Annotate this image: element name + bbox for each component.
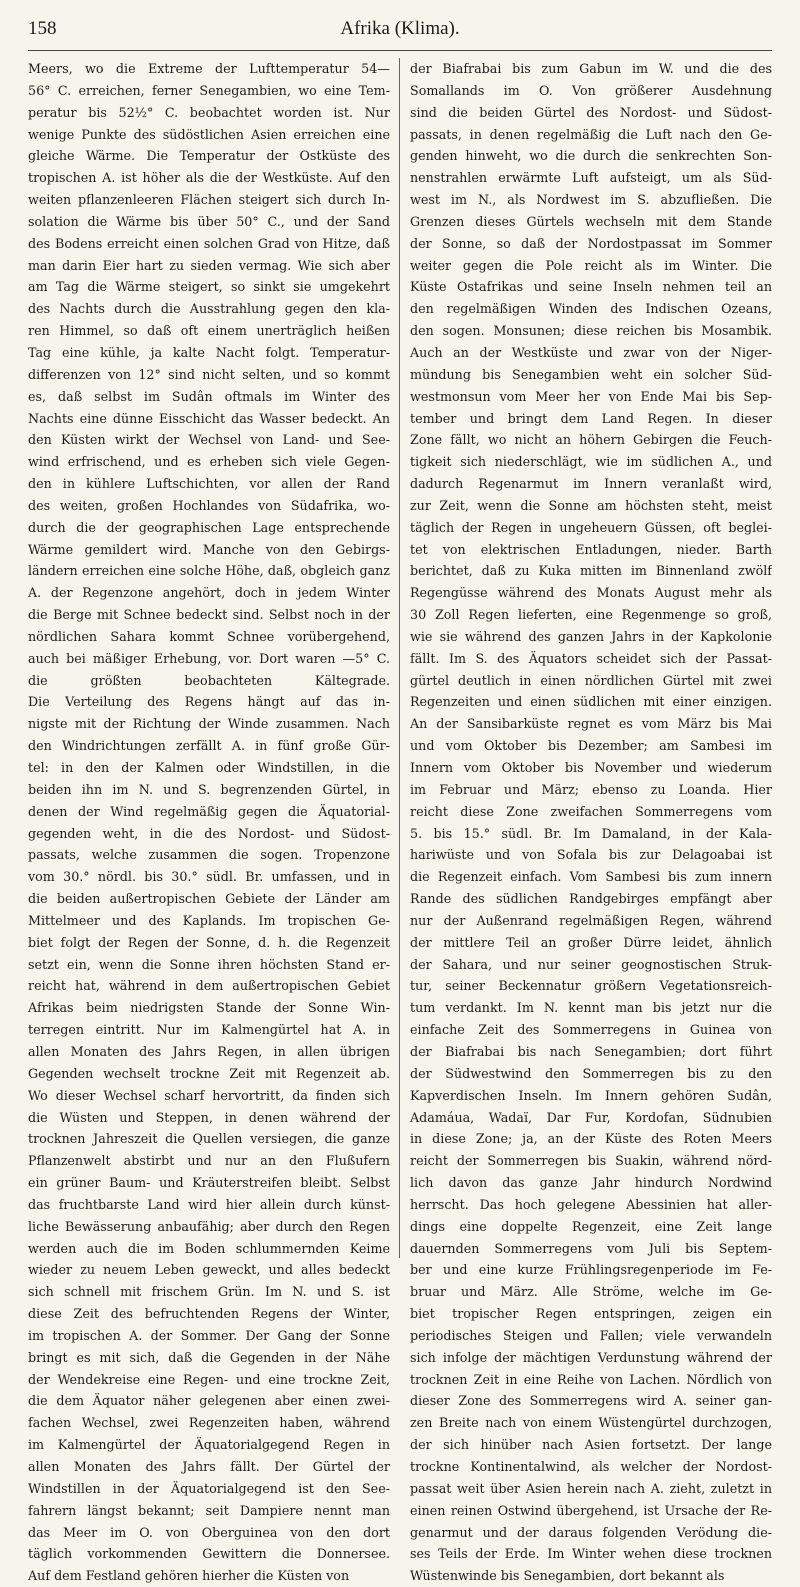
text-line: der Südwestwind den Sommerregen bis zu den — [410, 1065, 772, 1081]
text-line: es, daß selbst im Sudân oftmals im Winter des — [28, 388, 390, 404]
text-line: biet folgt der Regen der Sonne, d. h. die Regenzeit — [28, 934, 390, 950]
text-line: am Tag die Wärme steigert, so sinkt sie umgekehrt — [28, 279, 390, 295]
left-column — [28, 58, 390, 1587]
text-line: 30 Zoll Regen lieferten, eine Regenmenge so groß, — [410, 607, 772, 623]
text-line: liche Bewässerung anbaufähig; aber durch den Regen — [28, 1218, 390, 1234]
text-line: Afrikas beim niedrigsten Stande der Sonne Win- — [28, 1000, 390, 1016]
text-line: Tag eine kühle, ja kalte Nacht folgt. Temperatur- — [28, 344, 390, 360]
text-line: Pflanzenwelt abstirbt und nur an den Flußufern — [28, 1153, 390, 1169]
text-line: vom 30.° nördl. bis 30.° südl. Br. umfassen, und in — [28, 869, 390, 885]
text-line: ber und eine kurze Frühlingsregenperiode im Fe- — [410, 1262, 772, 1278]
text-line: den regelmäßigen Winden des Indischen Ozeans, — [410, 301, 772, 317]
text-line: ses Teils der Erde. Im Winter wehen diese trocknen — [410, 1546, 772, 1562]
text-line: nur der Außenrand regelmäßigen Regen, während — [410, 912, 772, 928]
column-divider — [399, 58, 400, 1258]
text-line: biet tropischer Regen entspringen, zeigen ein — [410, 1306, 772, 1322]
text-line: zen Breite nach von einem Wüstengürtel durchzogen, — [410, 1415, 772, 1431]
text-line: 56° C. erreichen, ferner Senegambien, wo eine Tem- — [28, 82, 390, 98]
text-line: die Wüsten und Steppen, in denen während der — [28, 1109, 390, 1125]
text-line: wie sie während des ganzen Jahrs in der Kapkolonie — [410, 628, 772, 644]
text-line: tet von elektrischen Entladungen, nieder. Barth — [410, 541, 772, 557]
text-line: dadurch Regenarmut im Innern veranlaßt wird, — [410, 476, 772, 492]
text-line: der Biafrabai bis zum Gabun im W. und die des — [410, 61, 772, 76]
text-line: lich davon das ganze Jahr hindurch Nordwind — [410, 1175, 772, 1191]
text-line: wieder zu neuem Leben geweckt, und alles bedeckt — [28, 1262, 390, 1278]
text-line: sich infolge der mächtigen Verdunstung während der — [410, 1349, 772, 1365]
text-line: allen Monaten des Jahrs Regen, in allen übrigen — [28, 1043, 390, 1059]
text-line: wenige Punkte des südöstlichen Asien erreichen eine — [28, 126, 390, 142]
page-number: 158 — [28, 18, 57, 39]
text-line: dauernden Sommerregens vom Juli bis Septem- — [410, 1240, 772, 1256]
text-line: beiden ihn im N. und S. begrenzenden Gürtel, in — [28, 781, 390, 797]
text-line: Grenzen dieses Gürtels wechseln mit dem Stande — [410, 213, 772, 229]
text-line: genden hinweht, wo die durch die senkrechten Son- — [410, 148, 772, 164]
text-line: Die Verteilung des Regens hängt auf das in- — [28, 694, 390, 710]
text-line: tur, seiner Beckennatur größern Vegetationsreich- — [410, 978, 772, 994]
text-line: Auf dem Festland gehören hierher die Küsten von — [28, 1568, 350, 1584]
text-line: der Sahara, und nur seiner geognostischen Struk- — [410, 956, 772, 972]
text-line: sind die beiden Gürtel des Nordost- und Südost- — [410, 104, 772, 120]
text-line: den Küsten wirkt der Wechsel von Land- und See- — [28, 432, 390, 448]
text-line: tember und bringt dem Land Regen. In dieser — [410, 410, 772, 426]
text-line: trocknen Zeit in eine Reihe von Lachen. Nördlich von — [410, 1371, 772, 1387]
text-line: nigste mit der Richtung der Winde zusammen. Nach — [28, 716, 390, 732]
text-line: fachen Wechsel, zwei Regenzeiten haben, während — [28, 1415, 390, 1431]
text-line: Nachts eine dünne Eisschicht das Wasser bedeckt. An — [28, 410, 390, 426]
text-line: passats, in denen regelmäßig die Luft nach den Ge- — [410, 126, 772, 142]
text-line: der mittlere Teil an großer Dürre leidet, ähnlich — [410, 934, 772, 950]
text-line: ein grüner Baum- und Kräuterstreifen bleibt. Selbst — [28, 1175, 390, 1191]
text-line: Adamáua, Wadaï, Dar Fur, Kordofan, Südnubien — [410, 1109, 772, 1125]
text-line: Somallands im O. Von größerer Ausdehnung — [410, 82, 772, 98]
text-line: der Biafrabai bis nach Senegambien; dort führt — [410, 1043, 772, 1059]
text-line: im Februar und März; ebenso zu Loanda. Hier — [410, 781, 772, 797]
text-line: setzt ein, wenn die Sonne ihren höchsten Stand er- — [28, 956, 390, 972]
text-line: auch bei mäßiger Erhebung, vor. Dort waren —5° C. — [28, 650, 390, 666]
text-line: des weiten, großen Hochlandes von Südafrika, wo- — [28, 497, 390, 513]
right-column — [410, 58, 772, 1587]
text-line: Küste Ostafrikas und seine Inseln nehmen teil an — [410, 279, 772, 295]
text-line: westmonsun vom Meer her von Ende Mai bis Sep- — [410, 388, 772, 404]
text-line: trockne Kontinentalwind, als welcher der Nordost- — [410, 1459, 772, 1474]
text-line: gegenden weht, in die des Nordost- und Südost- — [28, 825, 390, 841]
text-line: Auch an der Westküste und zwar von der Niger- — [410, 344, 772, 360]
text-line: im Kalmengürtel der Äquatorialgegend Regen in — [28, 1437, 390, 1453]
text-line: man darin Eier hart zu sieden vermag. Wie sich aber — [28, 257, 390, 273]
text-line: A. der Regenzone angehört, doch in jedem Winter — [28, 585, 390, 601]
text-line: die Regenzeit einfach. Vom Sambesi bis zum innern — [410, 869, 772, 885]
text-line: An der Sansibarküste regnet es vom März bis Mai — [410, 716, 772, 732]
text-line: weiter gegen die Pole reicht als im Winter. Die — [410, 257, 772, 273]
text-line: des Nachts durch die Ausstrahlung gegen den kla- — [28, 301, 390, 317]
text-line: Gegenden wechselt trockne Zeit mit Regenzeit ab. — [28, 1065, 390, 1081]
page-header — [28, 14, 772, 44]
text-line: täglich der Regen in ungeheuern Güssen, oft beglei- — [410, 519, 772, 535]
text-line: die größten beobachteten Kältegrade. — [28, 672, 390, 688]
text-line: das Meer im O. von Oberguinea von den dort — [28, 1524, 390, 1540]
text-line: das fruchtbarste Land wird hier allein durch künst- — [28, 1196, 390, 1212]
text-line: peratur bis 52½° C. beobachtet worden ist. Nur — [28, 104, 390, 120]
text-line: terregen eintritt. Nur im Kalmengürtel hat A. in — [28, 1022, 390, 1038]
text-line: tum verdankt. Im N. kennt man bis jetzt nur die — [410, 1000, 772, 1016]
text-line: den sogen. Monsunen; diese reichen bis Mosambik. — [410, 323, 772, 339]
text-line: dings eine doppelte Regenzeit, eine Zeit lange — [410, 1218, 772, 1234]
text-line: periodisches Steigen und Fallen; viele verwandeln — [410, 1327, 772, 1343]
text-line: einfache Zeit des Sommerregens in Guinea von — [410, 1022, 772, 1038]
text-line: der Sonne, so daß der Nordostpassat im Sommer — [410, 235, 772, 251]
text-line: Wärme gemildert wird. Manche von den Gebirgs- — [28, 541, 390, 557]
text-line: gürtel deutlich in einen nördlichen Gürtel mit zwei — [410, 672, 772, 688]
text-line: Kapverdischen Inseln. Im Innern gehören Sudân, — [410, 1087, 772, 1103]
text-line: nenstrahlen erwärmte Luft aufsteigt, um als Süd- — [410, 170, 772, 186]
text-line: allen Monaten des Jahrs fällt. Der Gürtel der — [28, 1459, 390, 1474]
text-line: Innern vom Oktober bis November und wiederum — [410, 760, 772, 775]
text-line: sich schnell mit frischem Grün. Im N. und S. ist — [28, 1284, 390, 1300]
text-line: ren Himmel, so daß oft einem unerträglich heißen — [28, 323, 390, 339]
text-line: denen der Wind regelmäßig gegen die Äquatorial- — [28, 803, 390, 819]
text-line: tropischen A. ist höher als die der Westküste. Auf den — [28, 170, 390, 186]
text-line: Wüstenwinde bis Senegambien, dort bekannt als — [410, 1568, 725, 1584]
text-line: hariwüste und von Sofala bis zur Delagoabai ist — [410, 847, 772, 863]
text-line: im tropischen A. der Sommer. Der Gang der Sonne — [28, 1327, 390, 1343]
text-line: reicht diese Zone zweifachen Sommerregens vom — [410, 803, 772, 819]
text-line: des Bodens erreicht einen solchen Grad von Hitze, daß — [28, 235, 390, 251]
text-line: passats, welche zusammen die sogen. Tropenzone — [28, 847, 390, 863]
text-line: Wo dieser Wechsel scharf hervortritt, da finden sich — [28, 1087, 390, 1103]
text-line: der sich hinüber nach Asien fortsetzt. Der lange — [410, 1437, 772, 1453]
text-line: Regenzeiten und einen südlichen mit einer einzigen. — [410, 694, 772, 710]
header-rule — [28, 50, 772, 51]
text-line: bruar und März. Alle Ströme, welche im Ge- — [410, 1284, 772, 1300]
text-line: Zone fällt, wo nicht an höhern Gebirgen die Feuch- — [410, 432, 772, 448]
text-line: mündung bis Senegambien weht ein solcher Süd- — [410, 366, 772, 382]
text-line: solation die Wärme bis über 50° C., und der Sand — [28, 213, 390, 229]
text-line: fällt. Im S. des Äquators scheidet sich der Passat- — [410, 650, 772, 666]
text-line: fahrern längst bekannt; seit Dampiere nennt man — [28, 1502, 390, 1518]
text-line: trocknen Jahreszeit die Quellen versiegen, die ganze — [28, 1131, 390, 1147]
text-line: weiten pflanzenleeren Flächen steigert sich durch In- — [28, 192, 390, 208]
text-line: der Wendekreise eine Regen- und eine trockne Zeit, — [28, 1371, 390, 1387]
text-line: dieser Zone des Sommerregens wird A. seiner gan- — [410, 1393, 772, 1409]
text-line: in diese Zone; ja, an der Küste des Roten Meers — [410, 1131, 772, 1147]
running-title: Afrika (Klima). — [340, 18, 460, 39]
text-line: ländern erreichen eine solche Höhe, daß, obgleich ganz — [28, 563, 390, 579]
text-line: gleiche Wärme. Die Temperatur der Ostküste des — [28, 148, 390, 164]
text-line: Regengüsse während des Monats August mehr als — [410, 585, 772, 601]
text-line: die beiden außertropischen Gebiete der Länder am — [28, 891, 390, 907]
text-line: 5. bis 15.° südl. Br. Im Damaland, in der Kala- — [410, 825, 772, 841]
text-line: tigkeit sich niederschlägt, wie im südlichen A., und — [410, 454, 772, 470]
text-line: die Berge mit Schnee bedeckt sind. Selbst noch in der — [28, 607, 390, 623]
text-line: nördlichen Sahara kommt Schnee vorübergehend, — [28, 628, 390, 644]
text-line: zur Zeit, wenn die Sonne am höchsten steht, meist — [410, 497, 772, 513]
text-line: tel: in den der Kalmen oder Windstillen, in die — [28, 760, 390, 775]
text-line: differenzen von 12° sind nicht selten, und so kommt — [28, 366, 390, 382]
text-line: Windstillen in der Äquatorialgegend ist den See- — [28, 1480, 390, 1496]
text-line: den Windrichtungen zerfällt A. in fünf große Gür- — [28, 738, 390, 754]
text-line: den in kühlere Luftschichten, vor allen der Rand — [28, 476, 390, 492]
text-line: werden auch die im Boden schlummernden Keime — [28, 1240, 390, 1256]
text-line: Meers, wo die Extreme der Lufttemperatur 54— — [28, 61, 390, 76]
text-line: reicht der Sommerregen bis Suakin, während nörd- — [410, 1153, 772, 1169]
text-line: west im N., als Nordwest im S. abzufließen. Die — [410, 192, 772, 208]
text-line: Mittelmeer und des Kaplands. Im tropischen Ge- — [28, 912, 390, 928]
text-line: die dem Äquator näher gelegenen aber einen zwei- — [28, 1393, 390, 1409]
text-line: einen reinen Ostwind übergehend, ist Ursache der Re- — [410, 1502, 772, 1518]
text-line: genarmut und der daraus folgenden Verödung die- — [410, 1524, 772, 1540]
text-line: diese Zeit des befruchtenden Regens der Winter, — [28, 1306, 390, 1322]
text-line: täglich vorkommenden Gewittern die Donnersee. — [28, 1546, 390, 1562]
text-line: wind erfrischend, und es erheben sich viele Gegen- — [28, 454, 390, 470]
text-line: herrscht. Das hoch gelegene Abessinien hat aller- — [410, 1196, 772, 1212]
text-line: berichtet, daß zu Kuka mitten im Binnenland zwölf — [410, 563, 772, 579]
text-line: bringt es mit sich, daß die Gegenden in der Nähe — [28, 1349, 390, 1365]
text-line: durch die der geographischen Lage entsprechende — [28, 519, 390, 535]
text-line: Rande des südlichen Randgebirges empfängt aber — [410, 891, 772, 907]
text-line: reicht hat, während in dem außertropischen Gebiet — [28, 978, 390, 994]
text-line: und vom Oktober bis Dezember; am Sambesi im — [410, 738, 772, 754]
text-line: passat weit über Asien herein nach A. zieht, zuletzt in — [410, 1480, 772, 1496]
